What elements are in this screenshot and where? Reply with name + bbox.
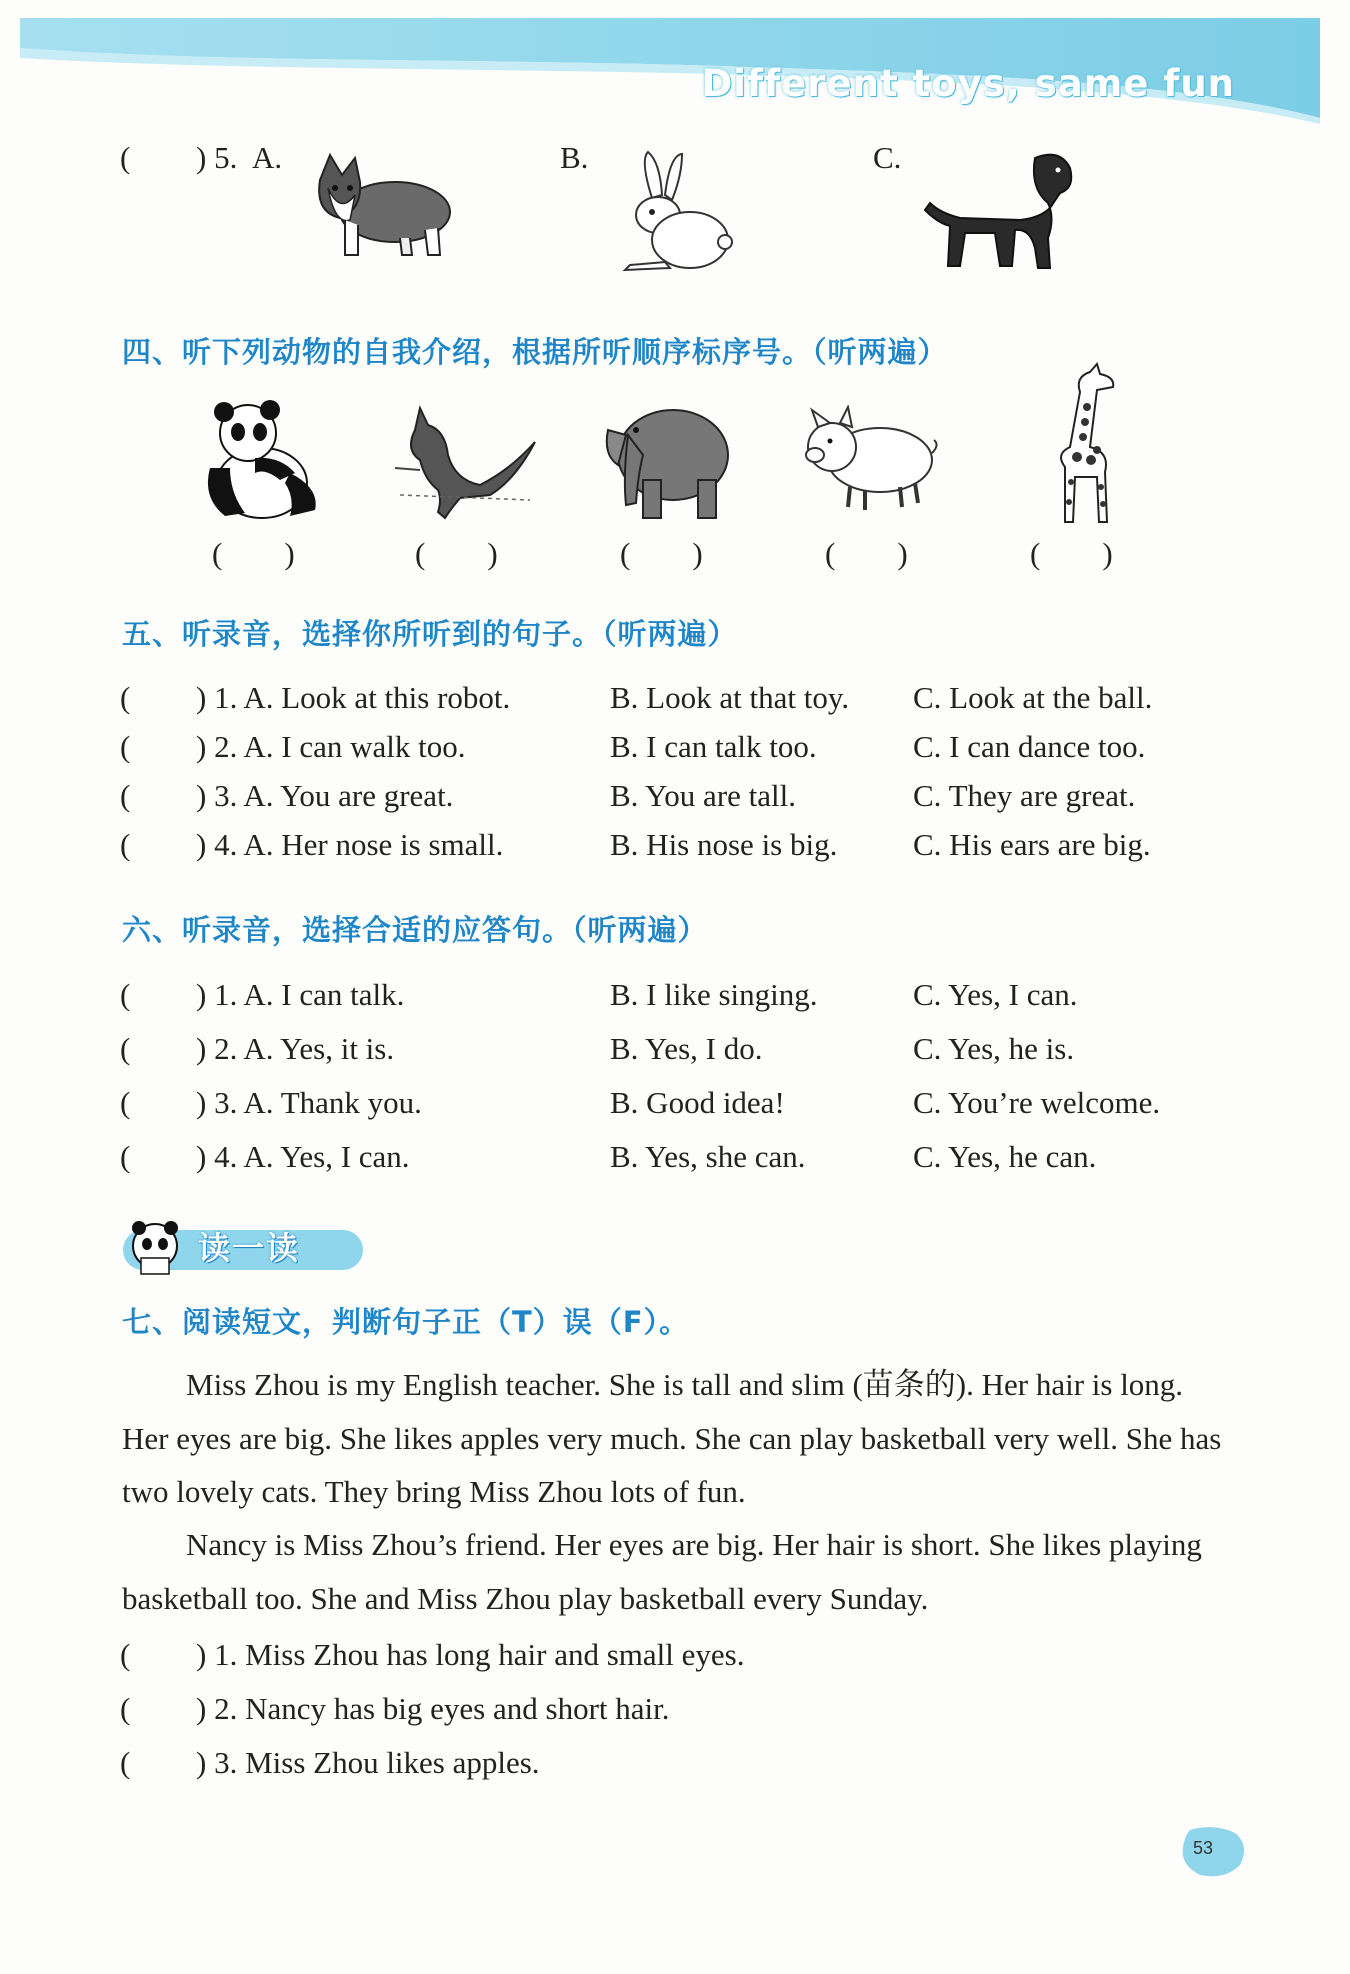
option-c: C. They are great. [913, 778, 1136, 813]
order-blank[interactable]: ( ) [825, 536, 908, 571]
option-a: ) 2. A. Yes, it is. [196, 1031, 395, 1066]
order-blank[interactable]: ( ) [415, 536, 498, 571]
section4-heading: 四、听下列动物的自我介绍，根据所听顺序标序号。（听两遍） [122, 335, 948, 369]
answer-paren[interactable]: ( [120, 1031, 131, 1066]
answer-paren[interactable]: ( [120, 977, 131, 1012]
option-c: C. You’re welcome. [913, 1085, 1161, 1120]
statement: ) 1. Miss Zhou has long hair and small eyes. [196, 1637, 745, 1672]
answer-paren[interactable]: ( [120, 778, 131, 813]
option-b: B. You are tall. [610, 778, 796, 813]
order-blank[interactable]: ( ) [212, 536, 295, 571]
read-section-label: 读一读 [198, 1229, 301, 1267]
option-a: ) 2. A. I can walk too. [196, 729, 466, 764]
option-c: C. Yes, he can. [913, 1139, 1097, 1174]
giraffe-image [1035, 362, 1125, 527]
option-a: ) 4. A. Her nose is small. [196, 827, 504, 862]
rabbit-image [610, 150, 735, 275]
option-b: B. Look at that toy. [610, 680, 850, 715]
passage-paragraph-1: Miss Zhou is my English teacher. She is tall and slim (苗条的). Her hair is long. Her eyes are big. She likes apples very much. She can play basketball very well. She has two lovely cats. They bring Miss Zhou lots of fun. [122, 1367, 1222, 1509]
option-b: B. I like singing. [610, 977, 818, 1012]
elephant-image [598, 395, 733, 525]
option-c: C. His ears are big. [913, 827, 1151, 862]
answer-paren[interactable]: ( [120, 729, 131, 764]
passage-paragraph-2: Nancy is Miss Zhou’s friend. Her eyes are big. Her hair is short. She likes playing basketball too. She and Miss Zhou play basketball every Sunday. [122, 1527, 1202, 1616]
option-b: B. I can talk too. [610, 729, 817, 764]
option-c: C. I can dance too. [913, 729, 1146, 764]
q5-option-b: B. [560, 140, 589, 175]
corgi-image [300, 150, 460, 265]
section6-heading: 六、听录音，选择合适的应答句。（听两遍） [122, 913, 708, 947]
answer-paren[interactable]: ( [120, 1691, 131, 1726]
option-b: B. Good idea! [610, 1085, 785, 1120]
order-blank[interactable]: ( ) [1030, 536, 1113, 571]
answer-paren[interactable]: ( [120, 1637, 131, 1672]
option-a: ) 1. A. I can talk. [196, 977, 405, 1012]
option-c: C. Yes, I can. [913, 977, 1078, 1012]
order-blank[interactable]: ( ) [620, 536, 703, 571]
answer-paren[interactable]: ( [120, 827, 131, 862]
option-c: C. Yes, he is. [913, 1031, 1075, 1066]
answer-paren: ( [120, 140, 131, 175]
q5-option-c: C. [873, 140, 902, 175]
option-b: B. His nose is big. [610, 827, 838, 862]
panda-image [200, 398, 325, 523]
statement: ) 3. Miss Zhou likes apples. [196, 1745, 540, 1780]
q5-option-a: A. [252, 140, 283, 175]
answer-paren[interactable]: ( [120, 1745, 131, 1780]
statement: ) 2. Nancy has big eyes and short hair. [196, 1691, 670, 1726]
pig-image [800, 405, 940, 515]
option-a: ) 4. A. Yes, I can. [196, 1139, 410, 1174]
option-c: C. Look at the ball. [913, 680, 1153, 715]
option-a: ) 3. A. You are great. [196, 778, 454, 813]
option-b: B. Yes, I do. [610, 1031, 763, 1066]
answer-paren[interactable]: ( [120, 680, 131, 715]
black-dog-image [920, 148, 1080, 273]
q5-number: ) 5. [196, 140, 238, 175]
answer-paren[interactable]: ( [120, 1085, 131, 1120]
option-a: ) 3. A. Thank you. [196, 1085, 422, 1120]
answer-paren[interactable]: ( [120, 1139, 131, 1174]
option-a: ) 1. A. Look at this robot. [196, 680, 511, 715]
section5-heading: 五、听录音，选择你所听到的句子。（听两遍） [122, 617, 738, 651]
page-number: 53 [1192, 1838, 1214, 1858]
option-b: B. Yes, she can. [610, 1139, 806, 1174]
kangaroo-image [390, 400, 540, 520]
header-title: Different toys, same fun [701, 62, 1235, 105]
section7-heading: 七、阅读短文，判断句子正（T）误（F）。 [122, 1305, 690, 1339]
